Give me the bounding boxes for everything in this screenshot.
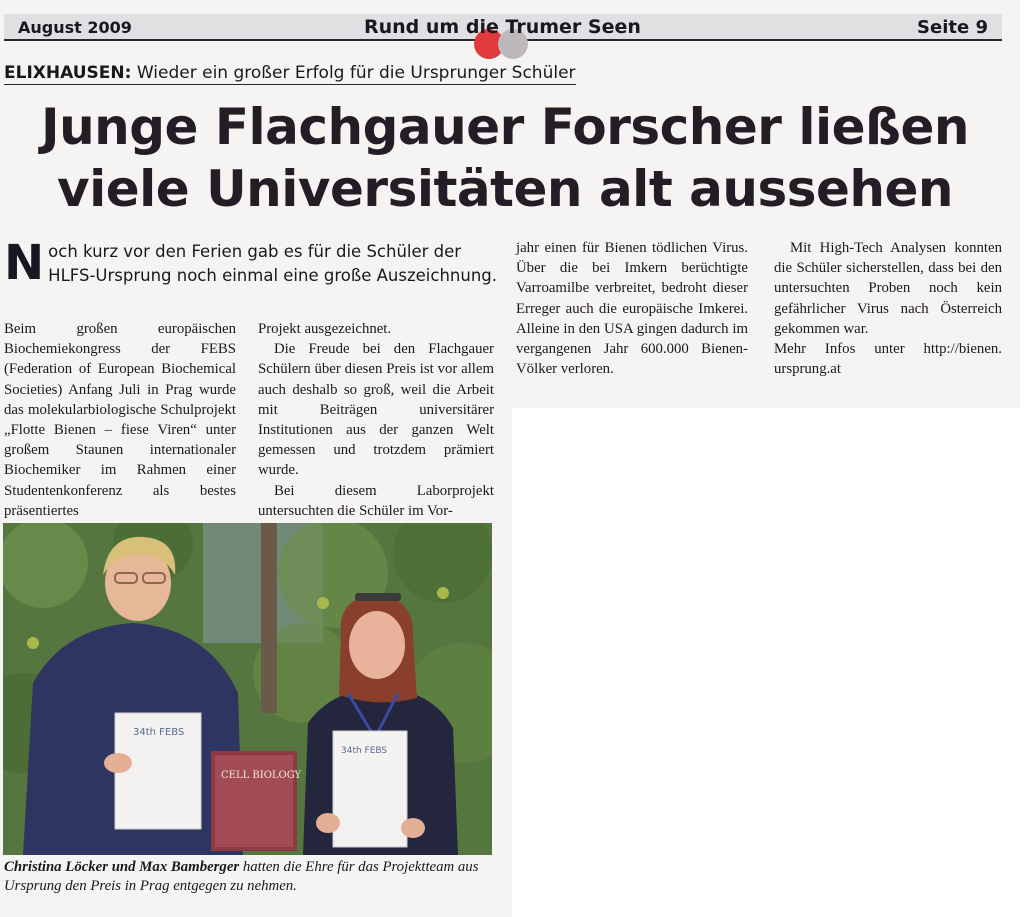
headline-line-1: Junge Flachgauer Forscher ließen [40,98,970,156]
photo-illustration [3,523,492,855]
body-paragraph: Die Freude bei den Flachgauer Schülern über diesen Preis ist vor allem auch deshalb so groß, weil die Arbeit mit Beiträgen universitärer Institutionen aus der ganzen Welt gemessen und trotzdem prämiert wurde. [258,341,494,479]
body-paragraph: Bei diesem Laborprojekt untersuchten die Schüler im Vor- [258,482,494,519]
kicker-place: ELIXHAUSEN: [4,63,132,83]
lead-paragraph [4,235,498,291]
headline-line-2: viele Universitäten alt aussehen [56,160,953,218]
body-paragraph: Projekt ausgezeichnet. [258,321,392,337]
certificate-text-1: 34th FEBS [133,727,185,738]
caption-text: hatten die Ehre für das Projektteam aus Ursprung den Preis in Prag entgegen zu nehmen. [4,859,479,894]
certificate-text-2: 34th FEBS [341,746,388,756]
photo-caption [4,858,496,896]
book-title: CELL BIOLOGY [221,770,302,781]
headline [0,96,1010,220]
article-photo [3,523,492,855]
lead-text: och kurz vor den Ferien gab es für die Schüler der HLFS-Ursprung noch einmal eine große Auszeichnung. [48,242,498,285]
body-paragraph: jahr einen für Bienen tödlichen Virus. Über die bei Imkern berüchtigte Varroamilbe verbreitet, bedroht dieser Erreger auch die europäische Imkerei. Alleine in den USA gingen dadurch im vergangenen Jahr 600.000 Bienen-Völker verloren. [516,240,748,378]
body-column-3 [516,238,748,379]
drop-cap: N [4,235,45,291]
kicker [4,63,576,85]
page-number: Seite 9 [917,17,988,38]
body-column-4 [774,238,1002,379]
body-column-1 [4,319,236,521]
body-paragraph: Mehr Infos unter http://bienen. ursprung.at [774,341,1002,378]
page-header [4,14,1002,41]
body-paragraph: Beim großen europäischen Biochemiekongress der FEBS (Federation of European Biochemical Societies) Anfang Juli in Prag wurde das molekularbiologische Schulprojekt „Flotte Bienen – fiese Viren“ unter großem Staunen internationaler Biochemiker im Rahmen einer Studentenkonferenz als bestes präsentiertes [4,321,236,519]
publication-name: Rund um die Trumer Seen [364,16,641,38]
blank-area [512,408,1024,917]
kicker-text: Wieder ein großer Erfolg für die Ursprunger Schüler [136,63,576,83]
body-paragraph: Mit High-Tech Analysen konnten die Schüler sicherstellen, dass bei den untersuchten Proben noch kein gefährlicher Virus nach Österreich gekommen war. [774,240,1002,337]
body-column-2 [258,319,494,521]
issue-date: August 2009 [18,18,132,37]
caption-names: Christina Löcker und Max Bamberger [4,859,240,875]
